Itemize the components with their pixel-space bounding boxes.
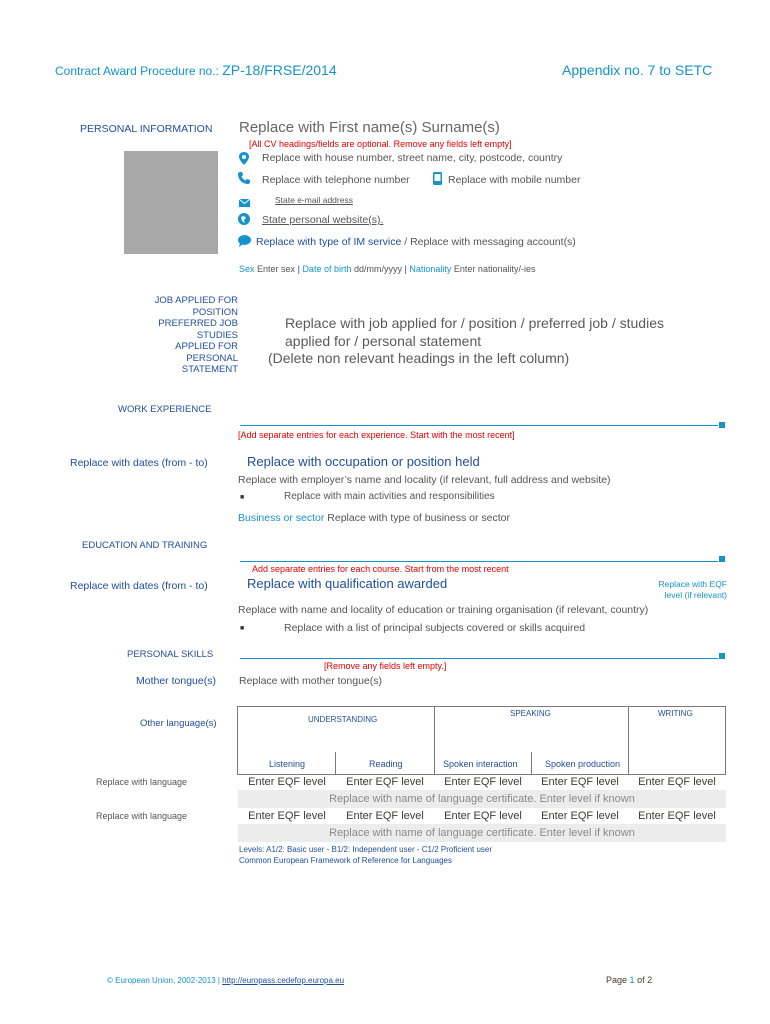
job-applied-labels <box>110 295 238 376</box>
business-sector-label: Business or sector <box>238 512 325 524</box>
personal-information-heading: PERSONAL INFORMATION <box>80 123 213 135</box>
im-account: / Replace with messaging account(s) <box>401 236 576 248</box>
of-label: of <box>637 975 645 985</box>
phone-icon <box>238 172 250 186</box>
education-note: Add separate entries for each course. Start from the most recent <box>252 564 509 574</box>
language-grid-header <box>237 706 726 775</box>
footer-copyright <box>107 976 344 985</box>
organisation-line: Replace with name and locality of education or training organisation (if relevant, country) <box>238 604 649 616</box>
website-globe-icon <box>238 213 250 227</box>
dob-label: Date of birth <box>302 264 352 274</box>
spoken-interaction-header: Spoken interaction <box>443 759 518 769</box>
appendix-label: Appendix no. 7 to SETC <box>562 62 713 78</box>
eqf-level-cell: Enter EQF level <box>638 776 716 788</box>
im-service-label: Replace with type of IM service <box>256 236 402 248</box>
chat-bubble-icon <box>238 235 251 249</box>
understanding-header: UNDERSTANDING <box>308 715 378 724</box>
work-experience-note: [Add separate entries for each experience. Start with the most recent] <box>238 430 515 440</box>
language-name: Replace with language <box>96 811 188 821</box>
speaking-header: SPEAKING <box>510 709 551 718</box>
personal-skills-heading: PERSONAL SKILLS <box>127 649 214 660</box>
job-label-line: POSITION <box>192 306 238 318</box>
skills-note: [Remove any fields left empty.] <box>324 661 447 671</box>
total-pages: 2 <box>647 975 653 985</box>
separator: | <box>404 264 407 274</box>
listening-header: Listening <box>269 759 306 769</box>
procedure-header <box>55 62 337 78</box>
writing-header: WRITING <box>658 709 693 718</box>
job-label-line: PERSONAL <box>186 352 238 364</box>
section-divider-square <box>719 556 725 562</box>
other-languages-label: Other language(s) <box>140 718 217 729</box>
language-certificate: Replace with name of language certificate. Enter level if known <box>238 790 726 808</box>
job-label-line: STUDIES <box>196 329 238 341</box>
job-label-line: JOB APPLIED FOR <box>154 295 238 306</box>
job-label-line: APPLIED FOR <box>175 341 238 352</box>
section-divider-line <box>240 658 718 659</box>
section-divider-square <box>719 653 725 659</box>
spoken-production-header: Spoken production <box>545 759 621 769</box>
photo-placeholder <box>124 151 218 254</box>
language-name: Replace with language <box>96 777 188 787</box>
activities-line: Replace with main activities and responsibilities <box>284 491 495 502</box>
copyright-text: © European Union, 2002-2013 | <box>107 976 223 985</box>
business-sector-line <box>238 512 510 524</box>
mother-tongue-label: Mother tongue(s) <box>136 675 216 687</box>
eqf-level-line-2: level (if relevant) <box>664 590 727 600</box>
framework-note: Common European Framework of Reference for Languages <box>239 856 452 865</box>
procedure-number: ZP-18/FRSE/2014 <box>222 62 337 78</box>
nationality-value: Enter nationality/-ies <box>453 264 536 274</box>
work-dates: Replace with dates (from - to) <box>70 457 208 469</box>
sex-value: Enter sex <box>257 264 296 274</box>
employer-line: Replace with employer’s name and locality (if relevant, full address and website) <box>238 474 611 486</box>
instant-messaging-line <box>256 236 576 248</box>
subjects-line: Replace with a list of principal subjects covered or skills acquired <box>284 622 586 634</box>
separator: | <box>297 264 300 274</box>
reading-header: Reading <box>369 759 403 769</box>
eqf-level-cell: Enter EQF level <box>638 810 716 822</box>
job-applied-line-2: applied for / personal statement <box>285 333 482 349</box>
eqf-level-cell: Enter EQF level <box>248 776 326 788</box>
qualification-title: Replace with qualification awarded <box>247 576 448 591</box>
section-divider-square <box>719 422 725 428</box>
optional-fields-note: [All CV headings/fields are optional. Remove any fields left empty] <box>249 139 512 149</box>
procedure-label: Contract Award Procedure no.: <box>55 64 219 78</box>
europass-link[interactable]: http://europass.cedefop.europa.eu <box>222 976 345 985</box>
mother-tongue-value: Replace with mother tongue(s) <box>239 675 382 687</box>
nationality-label: Nationality <box>409 264 452 274</box>
dob-value: dd/mm/yyyy <box>353 264 402 274</box>
eqf-level-cell: Enter EQF level <box>444 776 522 788</box>
bullet: ■ <box>240 625 245 632</box>
job-applied-line-3: (Delete non relevant headings in the left column) <box>268 350 570 366</box>
section-divider-line <box>240 561 718 562</box>
levels-note: Levels: A1/2: Basic user - B1/2: Independent user - C1/2 Proficient user <box>239 845 493 854</box>
personal-details-line <box>239 264 535 274</box>
mobile-number: Replace with mobile number <box>448 174 581 186</box>
personal-website-link[interactable]: State personal website(s). <box>262 214 384 226</box>
eqf-level-line-1: Replace with EQF <box>658 579 727 589</box>
page-label: Page <box>606 975 628 985</box>
eqf-level-cell: Enter EQF level <box>248 810 326 822</box>
mobile-phone-icon <box>433 172 442 187</box>
occupation-title: Replace with occupation or position held <box>247 454 480 469</box>
current-page: 1 <box>629 975 635 985</box>
eqf-level-cell: Enter EQF level <box>346 810 424 822</box>
email-icon <box>239 196 250 209</box>
education-dates: Replace with dates (from - to) <box>70 580 208 592</box>
education-training-heading: EDUCATION AND TRAINING <box>82 540 208 551</box>
work-experience-heading: WORK EXPERIENCE <box>118 404 212 415</box>
job-label-line: PREFERRED JOB <box>158 318 238 329</box>
job-label-line: STATEMENT <box>181 364 238 375</box>
sex-label: Sex <box>239 264 255 274</box>
eqf-level-cell: Enter EQF level <box>346 776 424 788</box>
eqf-level-cell: Enter EQF level <box>541 776 619 788</box>
location-pin-icon <box>239 152 249 167</box>
eqf-level-cell: Enter EQF level <box>541 810 619 822</box>
language-certificate: Replace with name of language certificate. Enter level if known <box>238 824 726 842</box>
telephone-number: Replace with telephone number <box>262 174 410 186</box>
section-divider-line <box>240 425 718 426</box>
address-line: Replace with house number, street name, city, postcode, country <box>262 152 563 164</box>
email-link[interactable]: State e-mail address <box>275 195 353 205</box>
business-sector-value: Replace with type of business or sector <box>327 512 510 524</box>
bullet: ■ <box>240 494 245 501</box>
page-number <box>606 975 652 985</box>
job-applied-line-1: Replace with job applied for / position / preferred job / studies <box>285 315 664 331</box>
full-name: Replace with First name(s) Surname(s) <box>239 119 500 136</box>
eqf-level-cell: Enter EQF level <box>444 810 522 822</box>
